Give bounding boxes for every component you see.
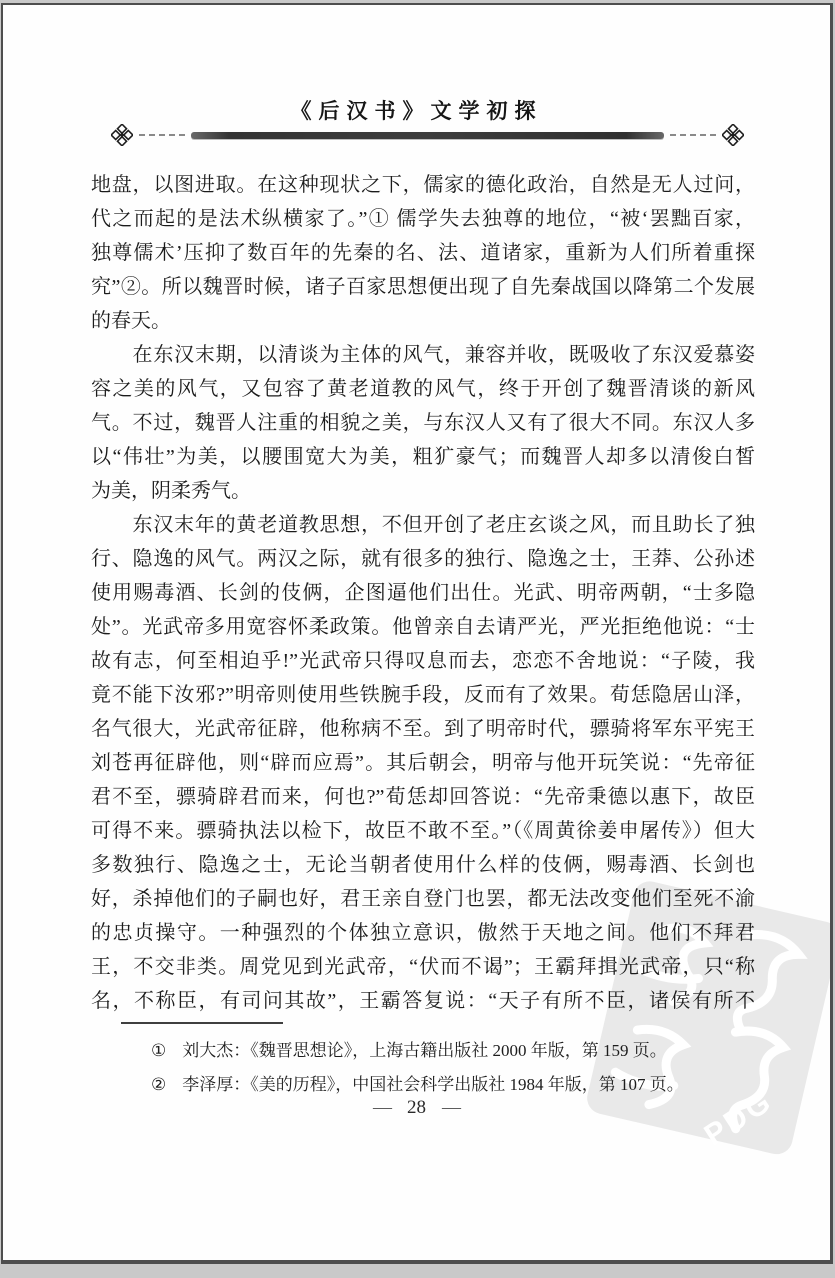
body-line: 刘苍再征辟他，则“辟而应焉”。其后朝会，明帝与他开玩笑说：“先帝征 (91, 752, 755, 774)
rule-dashes-left (139, 134, 185, 136)
body-line: 多数独行、隐逸之士，无论当朝者使用什么样的伎俩，赐毒酒、长剑也 (91, 854, 755, 876)
body-line: 故有志，何至相迫乎!”光武帝只得叹息而去，恋恋不舍地说：“子陵，我 (91, 650, 755, 672)
page-number (3, 1097, 830, 1119)
body-line: 究”②。所以魏晋时候，诸子百家思想便出现了自先秦战国以降第二个发展 (91, 276, 755, 298)
body-line: 行、隐逸的风气。两汉之际，就有很多的独行、隐逸之士，王莽、公孙述 (91, 548, 755, 570)
body-line: 可得不来。骠骑执法以检下，故臣不敢不至。”（《周黄徐姜申屠传》）但大 (91, 820, 755, 842)
body-line: 为美，阴柔秀气。 (91, 480, 251, 502)
rule-bar (191, 132, 664, 139)
footnote-marker: ① (151, 1041, 167, 1060)
body-line: 王，不交非类。周党见到光武帝，“伏而不谒”；王霸拜揖光武帝，只“称 (91, 956, 755, 978)
footnote-text: 李泽厚：《美的历程》，中国社会科学出版社 1984 年版，第 107 页。 (182, 1075, 684, 1094)
watermark-label: PDG (698, 1084, 779, 1153)
body-line: 的忠贞操守。一种强烈的个体独立意识，傲然于天地之间。他们不拜君 (91, 922, 755, 944)
body-line: 使用赐毒酒、长剑的伎俩，企图逼他们出仕。光武、明帝两朝，“士多隐 (91, 582, 755, 604)
header-rule (111, 126, 744, 144)
footnotes-block (151, 1034, 751, 1102)
body-line: 在东汉末期，以清谈为主体的风气，兼容并收，既吸收了东汉爱慕姿 (91, 344, 755, 366)
body-line: 处”。光武帝多用宽容怀柔政策。他曾亲自去请严光，严光拒绝他说：“士 (91, 616, 755, 638)
ornament-right-icon (722, 124, 744, 146)
body-line: 的春天。 (91, 310, 171, 332)
footnote-separator (121, 1022, 283, 1024)
ornament-left-icon (111, 124, 133, 146)
body-line: 好，杀掉他们的子嗣也好，君王亲自登门也罢，都无法改变他们至死不渝 (91, 888, 755, 910)
scanned-book-page (1, 3, 833, 1264)
page-number-dash-left: — (373, 1097, 391, 1118)
body-line: 气。不过，魏晋人注重的相貌之美，与东汉人又有了很大不同。东汉人多 (91, 412, 755, 434)
body-line: 君不至，骠骑辟君而来，何也?”荀恁却回答说：“先帝秉德以惠下，故臣 (91, 786, 755, 808)
body-line: 地盘，以图进取。在这种现状之下，儒家的德化政治，自然是无人过问， (91, 174, 755, 196)
footnote-text: 刘大杰：《魏晋思想论》，上海古籍出版社 2000 年版，第 159 页。 (182, 1041, 667, 1060)
body-line: 名，不称臣，有司问其故”，王霸答复说：“天子有所不臣，诸侯有所不 (91, 990, 755, 1012)
page-number-dash-right: — (442, 1097, 460, 1118)
footnote-item (151, 1034, 751, 1068)
body-line: 独尊儒术’压抑了数百年的先秦的名、法、道诸家，重新为人们所着重探 (91, 242, 755, 264)
rule-dashes-right (670, 134, 716, 136)
page-number-value: 28 (407, 1097, 426, 1118)
body-line: 东汉末年的黄老道教思想，不但开创了老庄玄谈之风，而且助长了独 (91, 514, 755, 536)
body-line: 名气很大，光武帝征辟，他称病不至。到了明帝时代，骠骑将军东平宪王 (91, 718, 755, 740)
body-text-block (91, 168, 755, 1018)
body-line: 以“伟壮”为美，以腰围宽大为美，粗犷豪气；而魏晋人却多以清俊白皙 (91, 446, 755, 468)
body-line: 代之而起的是法术纵横家了。”① 儒学失去独尊的地位，“被‘罢黜百家， (91, 208, 755, 230)
body-line: 竟不能下汝邪?”明帝则使用些铁腕手段，反而有了效果。荀恁隐居山泽， (91, 684, 755, 706)
body-line: 容之美的风气，又包容了黄老道教的风气，终于开创了魏晋清谈的新风 (91, 378, 755, 400)
footnote-marker: ② (151, 1075, 167, 1094)
page-title: 《后汉书》文学初探 (290, 100, 543, 123)
